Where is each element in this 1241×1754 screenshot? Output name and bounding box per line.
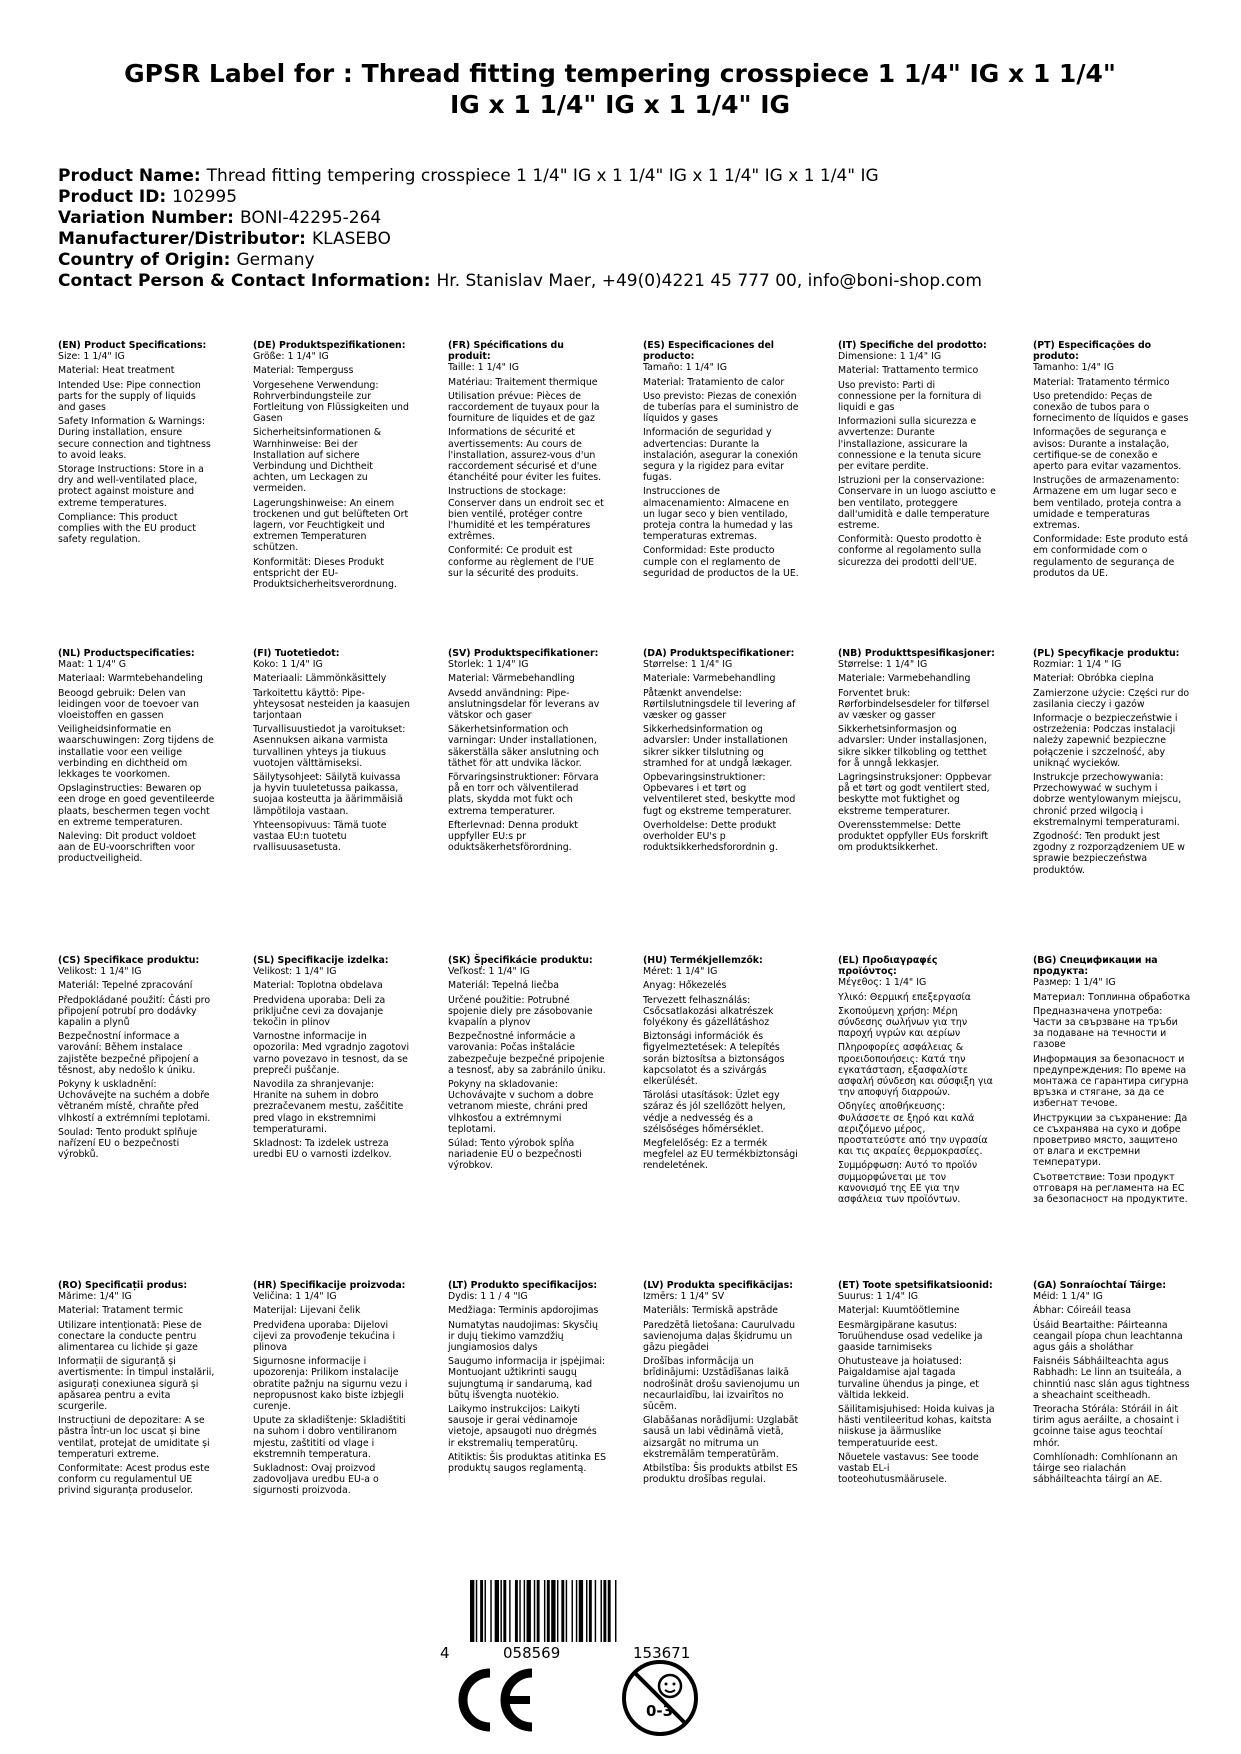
spec-heading: (ES) Especificaciones del producto: — [643, 340, 775, 363]
spec-block — [448, 340, 606, 582]
spec-line: Informacje o bezpieczeństwie i ostrzeżenia: Podczas instalacji należy zapewnić bezpieczne połączenie i szczelność, aby uniknąć wycieków. — [1033, 713, 1178, 769]
spec-line: Megfelelőség: Ez a termék megfelel az EU termékbiztonsági rendeletének. — [643, 1138, 798, 1172]
barcode-bar — [485, 1580, 486, 1642]
spec-line: Información de seguridad y advertencias: Durante la instalación, asegurar la conexión segura y la rigidez para evitar fugas. — [643, 427, 798, 484]
spec-line: Beoogd gebruik: Delen van leidingen voor de toevoer van vloeistoffen en gassen — [58, 687, 199, 722]
spec-heading: (NB) Produkttspesifikasjoner: — [838, 648, 995, 659]
spec-line: Materiál: Tepelná liečba — [448, 980, 559, 992]
spec-line: Atbilstība: Šis produkts atbilst ES produktu drošības regulai. — [643, 1463, 798, 1486]
spec-line: Bezpečnostní informace a varování: Během instalace zajistěte bezpečné připojení a těsnost, aby nedošlo k úniku. — [58, 1031, 199, 1076]
spec-block — [253, 648, 411, 856]
spec-line: Koko: 1 1/4" IG — [253, 659, 323, 671]
barcode-bar — [500, 1580, 501, 1642]
spec-line: Förvaringsinstruktioner: Förvara på en torr och välventilerad plats, skydda mot fukt och extrema temperaturer. — [448, 772, 599, 817]
spec-line: Laikymo instrukcijos: Laikyti sausoje ir gerai vėdinamoje vietoje, apsaugoti nuo drėgmės ir ekstremalių temperatūrų. — [448, 1404, 597, 1449]
spec-line: Μέγεθος: 1 1/4" IG — [838, 977, 927, 989]
spec-line: Soulad: Tento produkt splňuje nařízení EU o bezpečnosti výrobků. — [58, 1126, 198, 1161]
info-variation-number: Variation Number: BONI-42295-264 — [58, 208, 382, 228]
barcode-digits-right: 153671 — [633, 1644, 691, 1662]
spec-line: Safety Information & Warnings: During installation, ensure secure connection and tightness to avoid leaks. — [58, 416, 211, 461]
spec-line: Størrelse: 1 1/4" IG — [643, 659, 733, 671]
spec-line: Предназначена употреба: Части за свързване на тръби за подаване на течности и газове — [1033, 1005, 1178, 1051]
spec-line: Συμμόρφωση: Αυτό το προϊόν συμμορφώνεται με τον κανονισμό της ΕΕ για την ασφάλεια των προϊόντων. — [838, 1160, 978, 1206]
spec-line: Faisnéis Sábháilteachta agus Rabhadh: Le linn an tsuiteála, a chinntiú nasc slán agus tightness a sheachaint sceitheadh. — [1033, 1356, 1190, 1401]
barcode-digit-lead: 4 — [440, 1644, 450, 1662]
spec-heading: (DE) Produktspezifikationen: — [253, 340, 406, 351]
spec-line: Lagerungshinweise: An einem trockenen und gut belüfteten Ort lagern, vor Feuchtigkeit und extremen Temperaturen schützen. — [253, 497, 409, 554]
barcode-bar — [495, 1580, 499, 1642]
spec-line: Размер: 1 1/4" IG — [1033, 977, 1116, 989]
spec-heading: (HU) Termékjellemzők: — [643, 955, 763, 966]
barcode-bar — [490, 1580, 491, 1642]
spec-line: Veličina: 1 1/4" IG — [253, 1291, 337, 1303]
spec-line: Инструкции за съхранение: Да се съхранява на сухо и добре проветриво място, защитено от влага и екстремни температури. — [1033, 1112, 1188, 1169]
spec-line: Medžiaga: Terminis apdorojimas — [448, 1305, 599, 1317]
barcode-bar — [576, 1580, 577, 1642]
spec-heading: (FI) Tuotetiedot: — [253, 648, 340, 659]
spec-line: Forventet bruk: Rørforbindelsesdeler for tilførsel av væsker og gasser — [838, 687, 990, 722]
spec-line: Paredzētā lietošana: Caurulvadu savienojuma daļas šķidrumu un gāzu piegādei — [643, 1319, 796, 1354]
product-info — [58, 166, 1208, 292]
barcode-bar — [537, 1580, 540, 1642]
age-warning-0-3-icon — [620, 1658, 700, 1738]
spec-line: Zgodność: Ten produkt jest zgodny z rozporządzeniem UE w sprawie bezpieczeństwa produktów. — [1033, 831, 1185, 876]
barcode-bar — [515, 1580, 518, 1642]
barcode-bar — [534, 1580, 535, 1642]
spec-line: Material: Tratamiento de calor — [643, 376, 785, 388]
barcode-bar — [547, 1580, 550, 1642]
spec-line: Overensstemmelse: Dette produktet oppfyller EUs forskrift om produktsikkerhet. — [838, 819, 989, 854]
spec-line: Informații de siguranță și avertismente: În timpul instalării, asigurați conexiunea sigură și apăsarea pentru a evita scurgerile. — [58, 1356, 215, 1413]
barcode-bar — [579, 1580, 583, 1642]
spec-line: Informações de segurança e avisos: Durante a instalação, certifique-se de conexão e aperto para evitar vazamentos. — [1033, 427, 1182, 473]
spec-block — [253, 1280, 411, 1500]
spec-line: Lagringsinstruksjoner: Oppbevar på et tørt og godt ventilert sted, beskytte mot fuktighet og ekstreme temperaturer. — [838, 772, 992, 817]
spec-line: Materiaali: Lämmönkäsittely — [253, 673, 387, 685]
spec-block — [448, 1280, 606, 1477]
spec-line: Sikkerhedsinformation og advarsler: Under installationen sikrer sikker tilslutning og stramhed for at undgå lækager. — [643, 724, 793, 769]
spec-line: Treoracha Stórála: Stóráil in áit tirim agus aeráilte, a chosaint i gcoinne taise agus teochtaí mhór. — [1033, 1404, 1180, 1449]
spec-heading: (DA) Produktspecifikationer: — [643, 648, 795, 659]
spec-heading: (EN) Product Specifications: — [58, 340, 207, 351]
spec-block — [253, 340, 411, 593]
barcode-bar — [503, 1580, 506, 1642]
spec-heading: (NL) Productspecificaties: — [58, 648, 195, 659]
spec-line: Nõuetele vastavus: See toode vastab EL-i tooteohutusmäärusele. — [838, 1451, 979, 1486]
spec-heading: (CS) Specifikace produktu: — [58, 955, 200, 966]
spec-heading: (GA) Sonraíochtaí Táirge: — [1033, 1280, 1166, 1291]
spec-line: Size: 1 1/4" IG — [58, 351, 125, 363]
spec-line: Materjal: Kuumtöötlemine — [838, 1305, 960, 1317]
spec-line: Conformitate: Acest produs este conform cu regulamentul UE privind siguranța produselor. — [58, 1463, 210, 1497]
barcode-bar — [524, 1580, 525, 1642]
spec-line: Påtænkt anvendelse: Rørtilslutningsdele til levering af væsker og gasser — [643, 687, 796, 722]
spec-line: Sukladnost: Ovaj proizvod zadovoljava uredbu EU-a o sigurnosti proizvoda. — [253, 1463, 379, 1497]
page-title: GPSR Label for : Thread fitting tempering crosspiece 1 1/4" IG x 1 1/4" IG x 1 1/4" IG x 1 1/4" IG — [124, 59, 1116, 119]
spec-line: Veľkosť: 1 1/4" IG — [448, 966, 530, 978]
spec-line: Säilytysohjeet: Säilytä kuivassa ja hyvin tuuletetussa paikassa, suojaa kosteutta ja äärimmäisiä lämpötiloja vastaan. — [253, 772, 403, 817]
spec-line: Materijal: Lijevani čelik — [253, 1305, 361, 1317]
barcode-bar — [589, 1580, 592, 1642]
spec-line: Bezpečnostné informácie a varovania: Počas inštalácie zabezpečuje bezpečné pripojenie a tesnosť, aby sa zabránilo úniku. — [448, 1031, 606, 1076]
spec-line: Pokyny na skladovanie: Uchovávajte v suchom a dobre vetranom mieste, chráni pred vlhkosťou a extrémnymi teplotami. — [448, 1079, 594, 1135]
spec-line: Størrelse: 1 1/4" IG — [838, 659, 928, 671]
spec-block — [838, 648, 996, 856]
spec-line: Předpokládané použití: Části pro připojení potrubí pro dodávky kapalin a plynů — [58, 994, 211, 1029]
barcode-bar — [480, 1580, 483, 1642]
spec-block — [58, 340, 216, 548]
spec-heading: (SL) Specifikacije izdelka: — [253, 955, 389, 966]
spec-line: Určené použitie: Potrubné spojenie diely pre zásobovanie kvapalín a plynov — [448, 994, 593, 1029]
spec-heading: (IT) Specifiche del prodotto: — [838, 340, 987, 351]
spec-heading: (RO) Specificații produs: — [58, 1280, 188, 1291]
spec-line: Vorgesehene Verwendung: Rohrverbindungsteile zur Fortleitung von Flüssigkeiten und Gasen — [253, 379, 409, 425]
spec-line: Uso previsto: Piezas de conexión de tuberías para el suministro de líquidos y gases — [643, 390, 799, 425]
barcode-bar — [566, 1580, 567, 1642]
spec-block — [643, 648, 801, 856]
spec-line: Predviđena uporaba: Dijelovi cijevi za provođenje tekućina i plinova — [253, 1319, 396, 1354]
barcode-bar — [509, 1580, 510, 1642]
spec-line: Istruzioni per la conservazione: Conservare in un luogo asciutto e ben ventilato, proteggere dall'umidità e dalle temperature estreme. — [838, 475, 996, 532]
spec-line: Materiál: Tepelné zpracování — [58, 980, 193, 992]
info-manufacturer: Manufacturer/Distributor: KLASEBO — [58, 229, 391, 249]
spec-line: Zamierzone użycie: Części rur do zasilania cieczy i gazów — [1033, 687, 1190, 710]
spec-line: Sigurnosne informacije i upozorenja: Prilikom instalacije obratite pažnju na sigurnu vezu i nepropusnost kako biste izbjegli curenje. — [253, 1356, 408, 1413]
spec-line: Instrukcje przechowywania: Przechowywać w suchym i dobrze wentylowanym miejscu, chronić przed wilgocią i ekstremalnymi temperaturami. — [1033, 772, 1182, 828]
spec-line: Tamaño: 1 1/4" IG — [643, 362, 727, 374]
info-contact: Contact Person & Contact Information: Hr. Stanislav Maer, +49(0)4221 45 777 00, info@boni-shop.com — [58, 271, 982, 291]
spec-line: Atitiktis: Šis produktas atitinka ES produktų saugos reglamentą. — [448, 1451, 607, 1475]
spec-line: Naleving: Dit product voldoet aan de EU-voorschriften voor productveiligheid. — [58, 831, 196, 865]
spec-block — [253, 955, 411, 1163]
barcode-bar — [557, 1580, 558, 1642]
spec-block — [643, 1280, 801, 1488]
barcode-bar — [561, 1580, 564, 1642]
barcode-digits-left: 058569 — [503, 1644, 561, 1662]
barcode-bar — [572, 1580, 573, 1642]
spec-block — [838, 1280, 996, 1488]
spec-line: Eesmärgipärane kasutus: Toruühenduse osad vedelike ja gaaside tarnimiseks — [838, 1319, 983, 1354]
barcode-bar — [551, 1580, 555, 1642]
spec-line: Matériau: Traitement thermique — [448, 376, 598, 388]
barcode-bar — [470, 1580, 474, 1642]
barcode-bar — [519, 1580, 520, 1642]
spec-line: Instructions de stockage: Conserver dans un endroit sec et bien ventilé, protéger contre l'humidité et les températures extrêmes. — [448, 486, 604, 543]
spec-line: Σκοπούμενη χρήση: Μέρη σύνδεσης σωλήνων για την παροχή υγρών και αερίων — [838, 1005, 968, 1040]
spec-line: Material: Värmebehandling — [448, 673, 575, 685]
ce-mark-icon — [450, 1665, 540, 1735]
spec-line: Uso pretendido: Peças de conexão de tubos para o fornecimento de líquidos e gases — [1033, 390, 1189, 425]
spec-block — [1033, 1280, 1191, 1488]
spec-line: Uso previsto: Parti di connessione per la fornitura di liquidi e gas — [838, 379, 982, 414]
spec-block — [838, 955, 996, 1208]
spec-heading: (SK) Špecifikácie produktu: — [448, 955, 593, 966]
barcode-bar — [601, 1580, 602, 1642]
spec-heading: (LV) Produkta specifikācijas: — [643, 1280, 793, 1291]
spec-line: Velikost: 1 1/4" IG — [253, 966, 337, 978]
spec-line: Mărime: 1/4" IG — [58, 1291, 132, 1303]
spec-heading: (EL) Προδιαγραφές προϊόντος: — [838, 955, 938, 978]
spec-line: Skladnost: Ta izdelek ustreza uredbi EU o varnosti izdelkov. — [253, 1138, 392, 1161]
spec-line: Méid: 1 1/4" IG — [1033, 1291, 1103, 1303]
spec-block — [58, 648, 216, 868]
spec-line: Conformidade: Este produto está em conformidade com o regulamento de segurança de produtos da UE. — [1033, 534, 1189, 579]
spec-line: Υλικό: Θερμική επεξεργασία — [838, 991, 971, 1003]
spec-block — [1033, 340, 1191, 582]
spec-line: Konformität: Dieses Produkt entspricht der EU-Produktsicherheitsverordnung. — [253, 556, 397, 591]
spec-line: Οδηγίες αποθήκευσης: Φυλάσσετε σε ξηρό και καλά αεριζόμενο μέρος, προστατεύστε από την υγρασία και τις ακραίες θερμοκρασίες. — [838, 1101, 988, 1158]
spec-line: Säkerhetsinformation och varningar: Under installationen, säkerställa säker anslutning och täthet för att undvika läckor. — [448, 724, 599, 769]
spec-line: Ábhar: Cóireáil teasa — [1033, 1305, 1131, 1317]
spec-line: Material: Temperguss — [253, 365, 354, 377]
spec-heading: (HR) Specifikacije proizvoda: — [253, 1280, 406, 1291]
barcode-bar — [544, 1580, 545, 1642]
spec-line: Informazioni sulla sicurezza e avvertenze: Durante l'installazione, assicurare la connessione e la tenuta sicure per evitare perdite. — [838, 416, 982, 473]
spec-line: Anyag: Hőkezelés — [643, 980, 727, 992]
spec-line: Tamanho: 1/4" IG — [1033, 362, 1114, 374]
spec-line: Tarkoitettu käyttö: Pipe-yhteysosat nesteiden ja kaasujen tarjontaan — [253, 687, 410, 722]
spec-line: Úsáid Beartaithe: Páirteanna ceangail píopa chun leachtanna agus gáis a sholáthar — [1033, 1319, 1183, 1354]
spec-line: Dimensione: 1 1/4" IG — [838, 351, 942, 363]
spec-line: Yhteensopivuus: Tämä tuote vastaa EU:n tuotetu rvallisuusasetusta. — [253, 819, 387, 854]
barcode-bar — [476, 1580, 477, 1642]
spec-line: Upute za skladištenje: Skladištiti na suhom i dobro ventiliranom mjestu, zaštititi od vlage i ekstremnih temperatura. — [253, 1415, 406, 1460]
spec-line: Materiaal: Warmtebehandeling — [58, 673, 203, 685]
spec-heading: (ET) Toote spetsifikatsioonid: — [838, 1280, 993, 1291]
spec-line: Varnostne informacije in opozorila: Med vgradnjo zagotovi varno povezavo in tesnost, da se prepreči puščanje. — [253, 1031, 410, 1076]
spec-line: Numatytas naudojimas: Skysčių ir dujų tiekimo vamzdžių jungiamosios dalys — [448, 1319, 598, 1354]
spec-line: Biztonsági információk és figyelmeztetések: A telepítés során biztosítsa a biztonságos kapcsolatot és a szivárgás elkerülését. — [643, 1031, 785, 1088]
info-country: Country of Origin: Germany — [58, 250, 315, 270]
spec-heading: (BG) Спецификации на продукта: — [1033, 955, 1158, 978]
spec-line: Съответствие: Този продукт отговаря на регламента на ЕС за безопасност на продуктите. — [1033, 1171, 1188, 1206]
spec-line: Dydis: 1 1 / 4 "IG — [448, 1291, 528, 1303]
spec-line: Material: Tratament termic — [58, 1305, 184, 1317]
age-label: 0-3 — [646, 1702, 674, 1720]
spec-line: Suurus: 1 1/4" IG — [838, 1291, 919, 1303]
spec-line: Taille: 1 1/4" IG — [448, 362, 519, 374]
spec-line: Compliance: This product complies with the EU product safety regulation. — [58, 511, 196, 546]
spec-line: Sicherheitsinformationen & Warnhinweise: Bei der Installation auf sichere Verbindung und Dichtheit achten, um Leckagen zu vermeiden. — [253, 427, 382, 495]
spec-line: Maat: 1 1/4" G — [58, 659, 126, 671]
spec-line: Turvallisuustiedot ja varoitukset: Asennuksen aikana varmista turvallinen yhteys ja tiukuus vuotojen välttämiseksi. — [253, 724, 406, 769]
spec-line: Material: Tratamento térmico — [1033, 376, 1170, 388]
spec-line: Avsedd användning: Pipe-anslutningsdelar för leverans av vätskor och gaser — [448, 687, 600, 722]
spec-line: Drošības informācija un brīdinājumi: Uzstādīšanas laikā nodrošināt drošu savienojumu un necaurlaidību, lai izvairītos no sūcēm. — [643, 1356, 800, 1413]
spec-line: Conformité: Ce produit est conforme au règlement de l'UE sur la sécurité des produits. — [448, 545, 595, 579]
spec-heading: (PT) Especificações do produto: — [1033, 340, 1152, 363]
spec-line: Informations de sécurité et avertissements: Au cours de l'installation, assurez-vous d'un raccordement sécurisé et d'une étanchéité pour éviter les fuites. — [448, 427, 602, 484]
spec-line: Materiale: Varmebehandling — [838, 673, 971, 685]
spec-line: Materiāls: Termiskā apstrāde — [643, 1305, 779, 1317]
spec-line: Conformidad: Este producto cumple con el reglamento de seguridad de productos de la UE. — [643, 545, 799, 579]
spec-line: Materiale: Varmebehandling — [643, 673, 776, 685]
spec-line: Veiligheidsinformatie en waarschuwingen: Zorg tijdens de installatie voor een veilige verbinding en dichtheid om lekkages te voorkomen. — [58, 724, 214, 781]
spec-line: Navodila za shranjevanje: Hranite na suhem in dobro prezračevanem mestu, zaščitite pred vlago in ekstremnimi temperaturami. — [253, 1079, 404, 1135]
spec-line: Utilisation prévue: Pièces de raccordement de tuyaux pour la fourniture de liquides et de gaz — [448, 390, 600, 425]
spec-line: Intended Use: Pipe connection parts for the supply of liquids and gases — [58, 379, 201, 414]
spec-line: Storage Instructions: Store in a dry and well-ventilated place, protect against moisture and extreme temperatures. — [58, 464, 204, 509]
spec-block — [1033, 955, 1191, 1208]
spec-line: Информация за безопасност и предупреждения: По време на монтажа се гарантира сигурна връзка и стягане, за да се избегнат течове. — [1033, 1053, 1189, 1110]
spec-block — [448, 648, 606, 856]
spec-line: Velikost: 1 1/4" IG — [58, 966, 142, 978]
spec-block — [643, 955, 801, 1175]
info-product-name: Product Name: Thread fitting tempering crosspiece 1 1/4" IG x 1 1/4" IG x 1 1/4" IG x 1 1/4" IG — [58, 166, 879, 186]
spec-line: Instruções de armazenamento: Armazene em um lugar seco e bem ventilado, proteja contra a umidade e temperaturas extremas. — [1033, 475, 1182, 532]
spec-line: Izmērs: 1 1/4" SV — [643, 1291, 725, 1303]
spec-line: Πληροφορίες ασφάλειας & προειδοποιήσεις: Κατά την εγκατάσταση, εξασφαλίστε ασφαλή σύνδεση και σύσφιξη για την αποφυγή διαρροών. — [838, 1042, 993, 1099]
spec-block — [448, 955, 606, 1175]
spec-line: Materiał: Obróbka cieplna — [1033, 673, 1154, 685]
spec-line: Material: Toplotna obdelava — [253, 980, 383, 992]
spec-line: Súlad: Tento výrobok spĺňa nariadenie EÚ o bezpečnosti výrobkov. — [448, 1138, 582, 1172]
spec-line: Instrucciones de almacenamiento: Almacene en un lugar seco y bien ventilado, proteja contra la humedad y las temperaturas extremas. — [643, 486, 793, 543]
spec-heading: (LT) Produkto specifikacijos: — [448, 1280, 598, 1291]
spec-line: Conformità: Questo prodotto è conforme al regolamento sulla sicurezza dei prodotti dell'UE. — [838, 534, 982, 568]
barcode-bar — [608, 1580, 611, 1642]
spec-heading: (SV) Produktspecifikationer: — [448, 648, 599, 659]
spec-line: Saugumo informacija ir įspėjimai: Montuojant užtikrinti saugų sujungtumą ir sandarumą, kad būtų išvengta nuotėkio. — [448, 1356, 606, 1401]
spec-line: Efterlevnad: Denna produkt uppfyller EU:s pr oduktsäkerhetsförordning. — [448, 819, 578, 854]
spec-line: Comhlíonadh: Comhlíonann an táirge seo rialachán sábháilteachta táirgí an AE. — [1033, 1451, 1178, 1486]
spec-line: Größe: 1 1/4" IG — [253, 351, 329, 363]
spec-block — [58, 955, 216, 1163]
spec-line: Rozmiar: 1 1/4 " IG — [1033, 659, 1122, 671]
spec-block — [58, 1280, 216, 1500]
barcode-bar — [527, 1580, 531, 1642]
spec-heading: (PL) Specyfikacje produktu: — [1033, 648, 1180, 659]
spec-heading: (FR) Spécifications du produit: — [448, 340, 564, 363]
spec-line: Tervezett felhasználás: Csőcsatlakozási alkatrészek folyékony és gázellátáshoz — [643, 994, 774, 1029]
info-product-id: Product ID: 102995 — [58, 187, 238, 207]
spec-line: Sikkerhetsinformasjon og advarsler: Under installasjonen, sikre sikker tilkobling og tetthet for å unngå lekkasjer. — [838, 724, 987, 769]
spec-line: Материал: Топлинна обработка — [1033, 991, 1191, 1003]
spec-line: Glabāšanas norādījumi: Uzglabāt sausā un labi vēdināmā vietā, aizsargāt no mitruma un ekstremālām temperatūrām. — [643, 1415, 799, 1460]
spec-block — [643, 340, 801, 582]
spec-line: Material: Heat treatment — [58, 365, 175, 377]
spec-block — [1033, 648, 1191, 879]
spec-block — [838, 340, 996, 571]
spec-line: Instrucțiuni de depozitare: A se păstra într-un loc uscat și bine ventilat, protejat de umiditate și temperaturi extreme. — [58, 1415, 210, 1460]
spec-line: Méret: 1 1/4" IG — [643, 966, 718, 978]
spec-line: Ohutusteave ja hoiatused: Paigaldamise ajal tagada turvaline ühendus ja pinge, et vältida lekkeid. — [838, 1356, 979, 1401]
spec-line: Material: Trattamento termico — [838, 365, 979, 377]
spec-line: Pokyny k uskladnění: Uchovávejte na suchém a dobře větraném místě, chraňte před vlhkostí a extrémními teplotami. — [58, 1079, 211, 1124]
barcode-bar — [586, 1580, 587, 1642]
barcode-bar — [595, 1580, 596, 1642]
spec-line: Utilizare intenționată: Piese de conectare la conducte pentru alimentarea cu lichide și gaze — [58, 1319, 202, 1354]
barcode-bar — [603, 1580, 606, 1642]
spec-line: Säilitamisjuhised: Hoida kuivas ja hästi ventileeritud kohas, kaitsta niiskuse ja äärmuslike temperatuuride eest. — [838, 1404, 995, 1449]
spec-line: Opbevaringsinstruktioner: Opbevares i et tørt og velventileret sted, beskytte mod fugt og ekstreme temperaturer. — [643, 772, 796, 817]
spec-line: Tárolási utasítások: Üzlet egy száraz és jól szellőzött helyen, védje a nedvesség és a szélsőséges hőmérséklet. — [643, 1090, 786, 1135]
spec-line: Opslaginstructies: Bewaren op een droge en goed geventileerde plaats, beschermen tegen vocht en extreme temperaturen. — [58, 783, 215, 828]
spec-line: Overholdelse: Dette produkt overholder EU's p roduktsikkerhedsforordnin g. — [643, 819, 778, 854]
spec-line: Predvidena uporaba: Deli za priključne cevi za dovajanje tekočin in plinov — [253, 994, 386, 1029]
barcode — [470, 1580, 740, 1642]
spec-line: Storlek: 1 1/4" IG — [448, 659, 529, 671]
barcode-bar — [615, 1580, 616, 1642]
